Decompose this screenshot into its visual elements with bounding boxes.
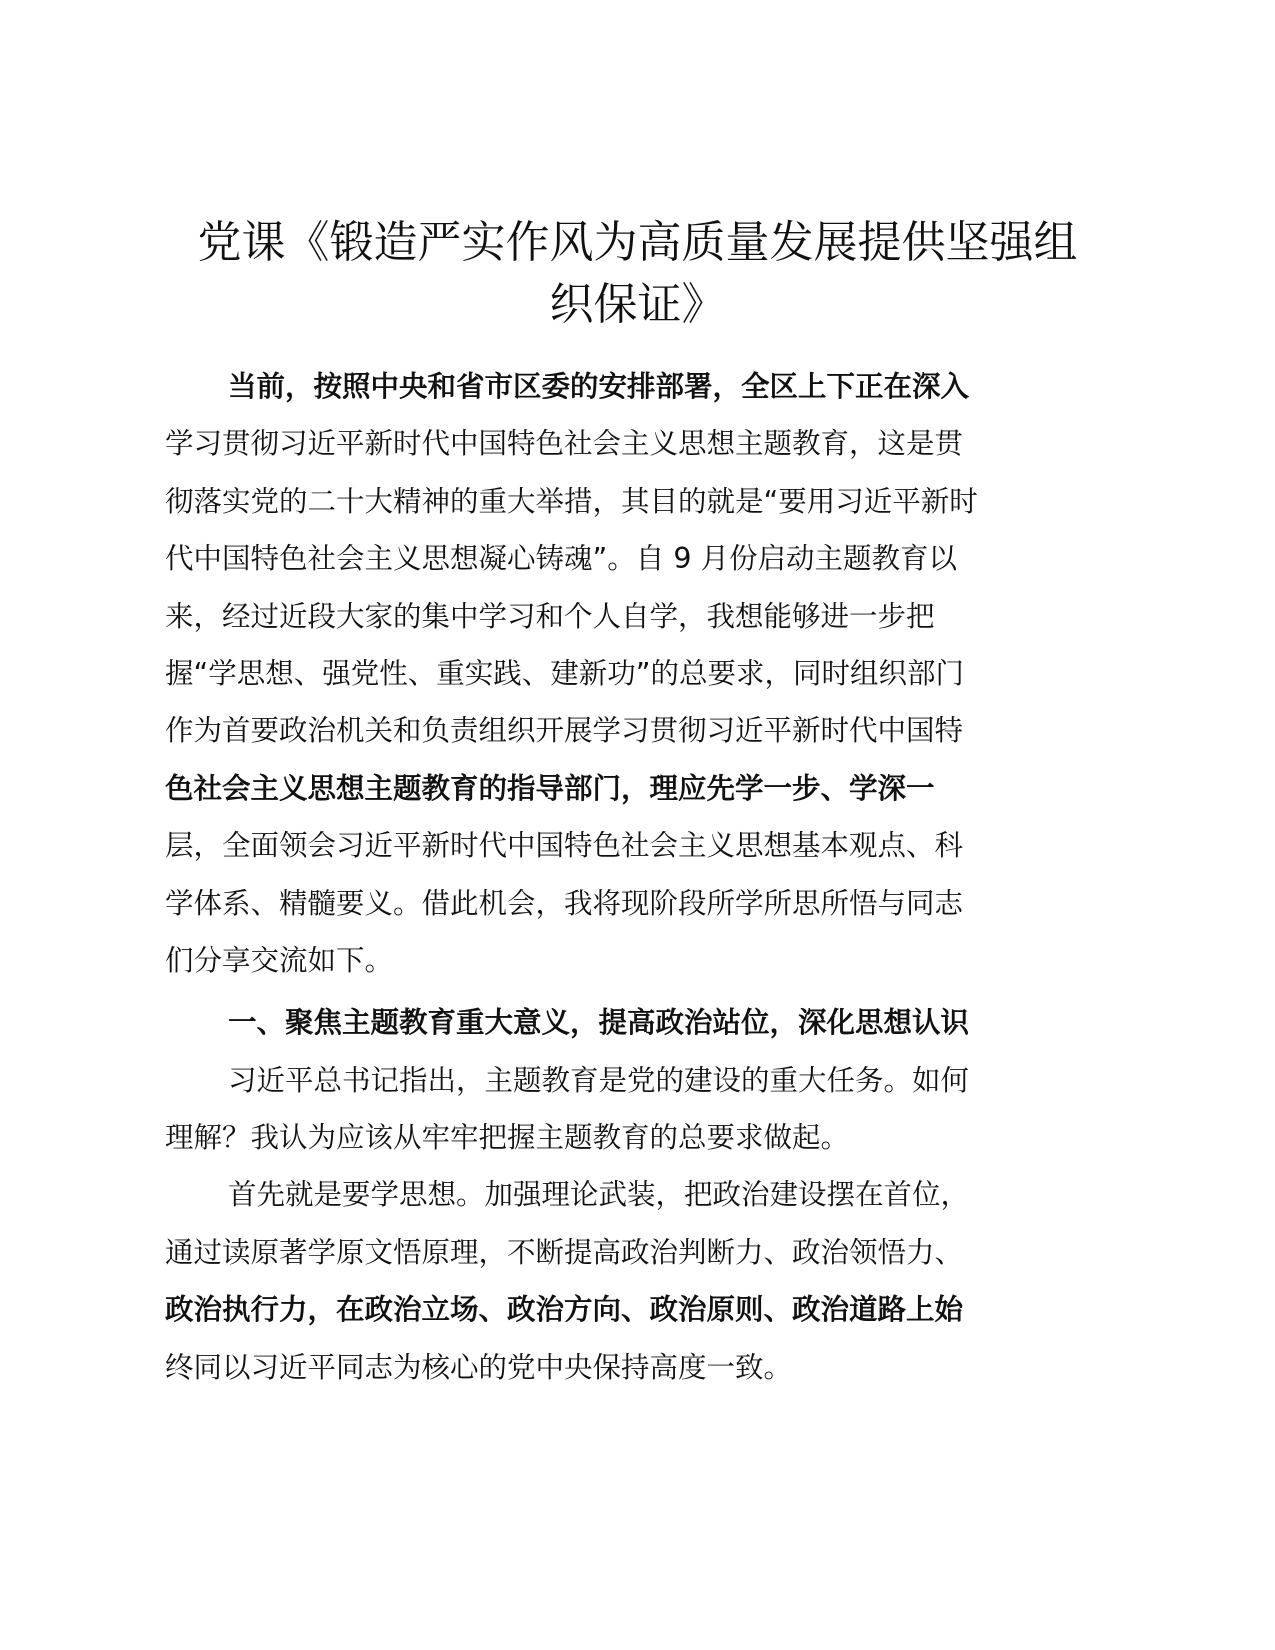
paragraph-line: 学习贯彻习近平新时代中国特色社会主义思想主题教育，这是贯 — [165, 427, 964, 461]
paragraph-line: 终同以习近平同志为核心的党中央保持高度一致。 — [165, 1350, 793, 1384]
paragraph-line: 代中国特色社会主义思想凝心铸魂”。自 9 月份启动主题教育以 — [165, 542, 958, 576]
paragraph-line: 来，经过近段大家的集中学习和个人自学，我想能够进一步把 — [165, 599, 935, 633]
paragraph-line: 首先就是要学思想。加强理论武装，把政治建设摆在首位， — [228, 1178, 970, 1212]
section-heading: 一、聚焦主题教育重大意义，提高政治站位，深化思想认识 — [228, 1006, 970, 1040]
paragraph-line: 作为首要政治机关和负责组织开展学习贯彻习近平新时代中国特 — [165, 714, 964, 748]
paragraph-line: 理解？我认为应该从牢牢把握主题教育的总要求做起。 — [165, 1121, 850, 1155]
document-body — [165, 358, 1125, 1396]
paragraph-line: 学体系、精髓要义。借此机会，我将现阶段所学所思所悟与同志 — [165, 886, 964, 920]
paragraph-line: 色社会主义思想主题教育的指导部门，理应先学一步、学深一 — [165, 771, 935, 805]
paragraph-line: 们分享交流如下。 — [165, 943, 394, 977]
title-line-2: 织保证》 — [549, 279, 726, 330]
paragraph-line: 政治执行力，在政治立场、政治方向、政治原则、政治道路上始 — [165, 1293, 964, 1327]
paragraph-line: 握“学思想、强党性、重实践、建新功”的总要求，同时组织部门 — [165, 656, 965, 690]
paragraph-line: 彻落实党的二十大精神的重大举措，其目的就是“要用习近平新时 — [165, 484, 978, 518]
paragraph-line: 层，全面领会习近平新时代中国特色社会主义思想基本观点、科 — [165, 829, 964, 863]
paragraph-line: 习近平总书记指出，主题教育是党的建设的重大任务。如何 — [228, 1063, 970, 1097]
title-line-1: 党课《锻造严实作风为高质量发展提供坚强组 — [197, 217, 1078, 268]
paragraph-line: 当前，按照中央和省市区委的安排部署，全区上下正在深入 — [228, 370, 970, 403]
document-title — [155, 212, 1120, 336]
paragraph-line: 通过读原著学原文悟原理，不断提高政治判断力、政治领悟力、 — [165, 1235, 964, 1269]
